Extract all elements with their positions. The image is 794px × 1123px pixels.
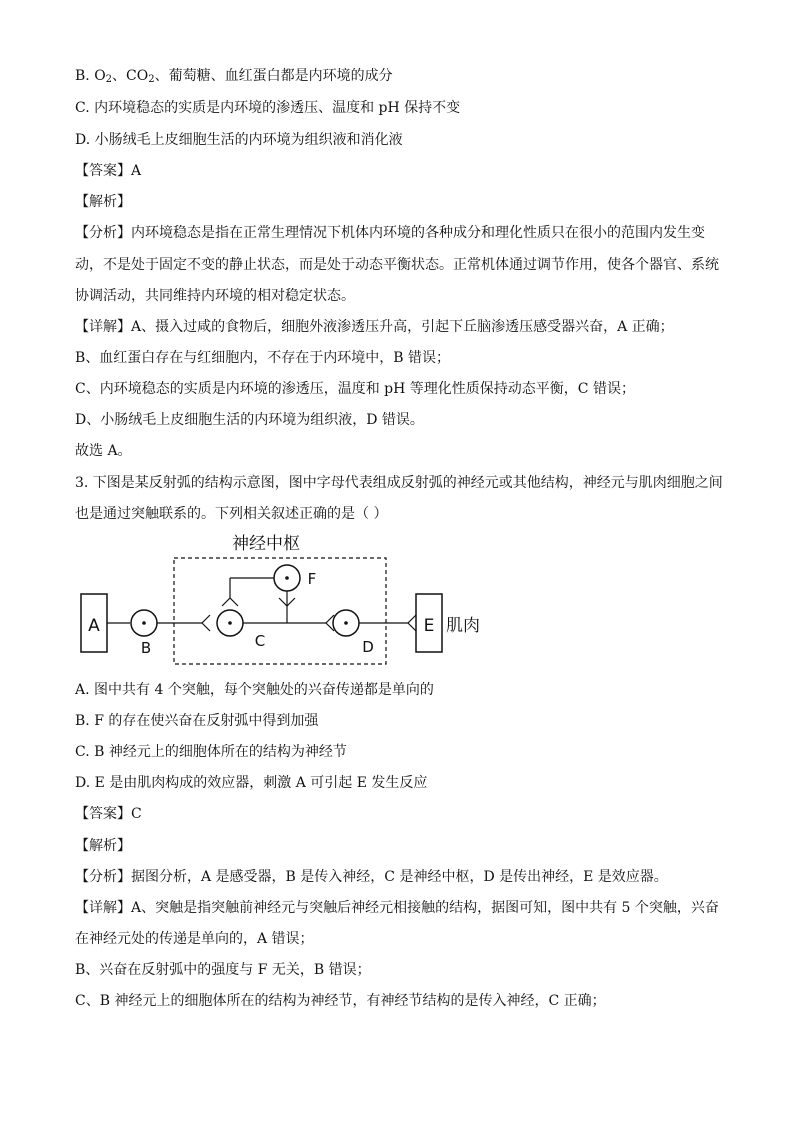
label-a: A	[88, 616, 100, 636]
detail-text-b: B、血红蛋白存在与红细胞内，不存在于内环境中，B 错误；	[75, 350, 451, 366]
detail-text-c: C、内环境稳态的实质是内环境的渗透压，温度和 pH 等理化性质保持动态平衡，C 错误；	[75, 381, 635, 397]
label-e: E	[423, 616, 435, 636]
analysis-heading-q3: 【解析】	[75, 838, 131, 854]
detail-text-a: 【详解】A、摄入过咸的食物后，细胞外液渗透压升高，引起下丘脑渗透压感受器兴奋，A 正确；	[75, 319, 674, 335]
detail-text-q3-a1: 【详解】A、突触是指突触前神经元与突触后神经元相接触的结构，据图可知，图中共有 5 个突触，兴奋	[75, 900, 719, 916]
answer-q2: 【答案】A	[75, 163, 142, 179]
label-d: D	[362, 638, 374, 656]
detail-text-q3-a2: 在神经元处的传递是单向的，A 错误；	[75, 931, 314, 947]
option-b-q2: B. $O_2$、$CO_2$、葡萄糖、血红蛋白都是内环境的成分	[75, 68, 393, 85]
synapse-5	[408, 615, 416, 631]
question-3-text-1: 3. 下图是某反射弧的结构示意图，图中字母代表组成反射弧的神经元或其他结构，神经元与肌肉细胞之间	[75, 475, 723, 491]
question-3-text-2: 也是通过突触联系的。下列相关叙述正确的是（ ）	[75, 506, 388, 522]
synapse-2	[222, 598, 238, 606]
label-b: B	[140, 639, 152, 657]
option-c-q3: C. B 神经元上的细胞体所在的结构为神经节	[75, 744, 347, 760]
label-c: C	[254, 632, 266, 650]
option-a-q3: A. 图中共有 4 个突触，每个突触处的兴奋传递都是单向的	[75, 682, 434, 698]
detail-text-q3-c: C、B 神经元上的细胞体所在的结构为神经节，有神经节结构的是传入神经，C 正确；	[75, 993, 606, 1009]
conclusion-q2: 故选 A。	[75, 443, 132, 459]
analysis-text-1: 【分析】内环境稳态是指在正常生理情况下机体内环境的各种成分和理化性质只在很小的范围内发生变	[75, 225, 705, 241]
analysis-text-2: 动，不是处于固定不变的静止状态，而是处于动态平衡状态。正常机体通过调节作用，使各个器官、系统	[75, 257, 719, 273]
analysis-text-3: 协调活动，共同维持内环境的相对稳定状态。	[75, 288, 355, 304]
option-d-q2: D. 小肠绒毛上皮细胞生活的内环境为组织液和消化液	[75, 132, 403, 148]
detail-text-d: D、小肠绒毛上皮细胞生活的内环境为组织液，D 错误。	[75, 412, 424, 428]
label-muscle: 肌肉	[446, 616, 480, 636]
neural-center-box	[174, 558, 386, 664]
analysis-heading-q2: 【解析】	[75, 194, 131, 210]
option-b-q3: B. F 的存在使兴奋在反射弧中得到加强	[75, 713, 319, 729]
detail-text-q3-b: B、兴奋在反射弧中的强度与 F 无关，B 错误；	[75, 962, 371, 978]
label-f: F	[307, 570, 317, 588]
analysis-text-q3: 【分析】据图分析，A 是感受器，B 是传入神经，C 是神经中枢，D 是传出神经，E 是效应器。	[75, 869, 668, 885]
option-d-q3: D. E 是由肌肉构成的效应器，刺激 A 可引起 E 发生反应	[75, 775, 428, 791]
synapse-1	[202, 615, 210, 631]
label-neural-center: 神经中枢	[232, 534, 300, 554]
answer-q3: 【答案】C	[75, 806, 142, 822]
option-c-q2: C. 内环境稳态的实质是内环境的渗透压、温度和 pH 保持不变	[75, 100, 461, 116]
reflex-arc-diagram	[78, 530, 498, 670]
